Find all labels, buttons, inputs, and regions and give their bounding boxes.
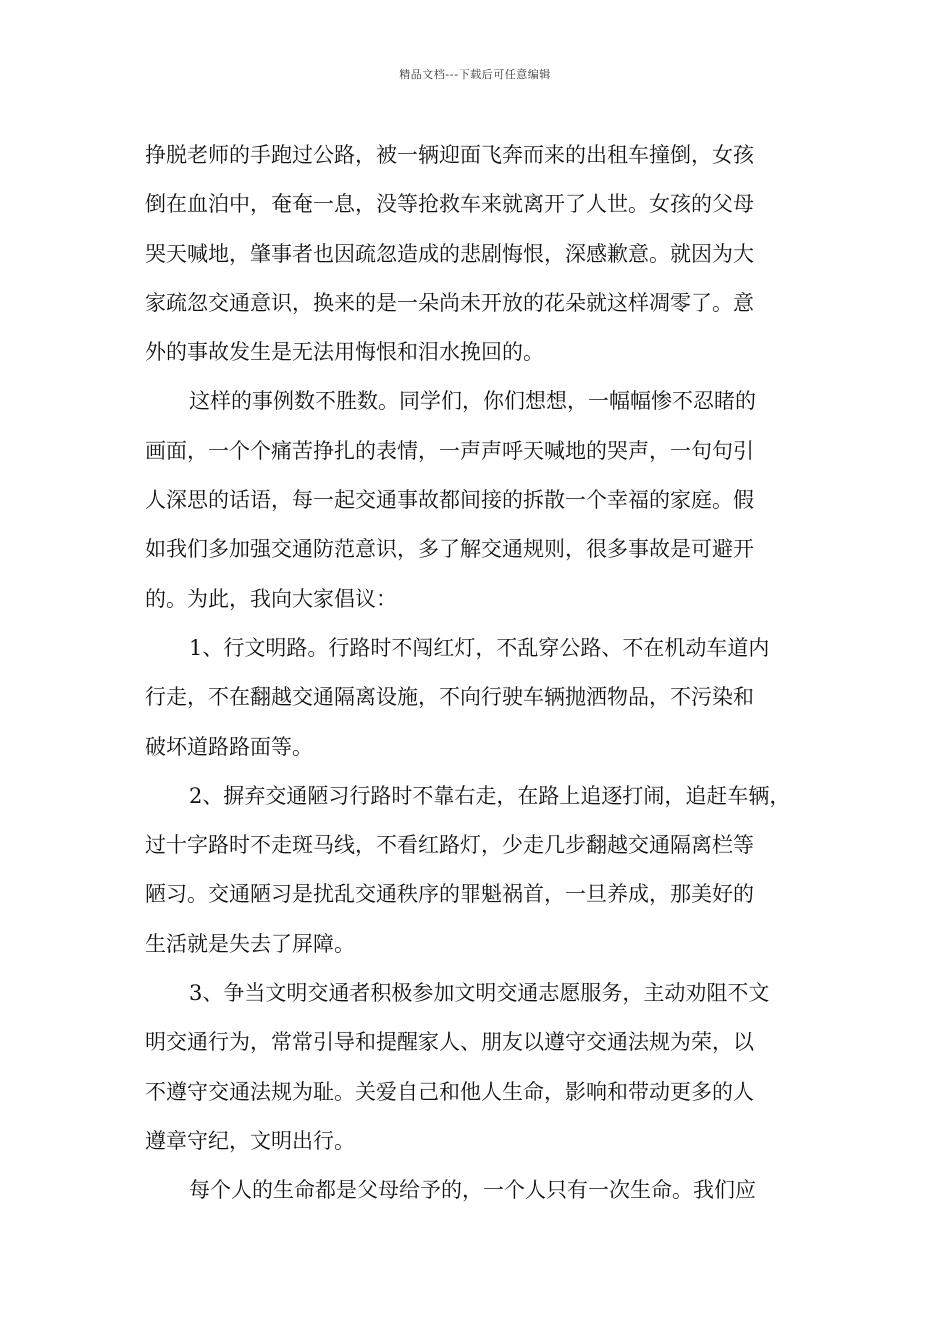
page-header: 精品文档---下载后可任意编辑	[399, 68, 551, 81]
text-line: 不遵守交通法规为耻。关爱自己和他人生命，影响和带动更多的人	[145, 1079, 754, 1104]
text-line: 每个人的生命都是父母给予的，一个人只有一次生命。我们应	[189, 1178, 756, 1203]
document-body	[145, 131, 815, 1216]
text-line: 1、行文明路。行路时不闯红灯，不乱穿公路、不在机动车道内	[189, 635, 770, 660]
text-line: 陋习。交通陋习是扰乱交通秩序的罪魁祸首，一旦养成，那美好的	[145, 882, 754, 907]
text-line: 画面，一个个痛苦挣扎的表情，一声声呼天喊地的哭声，一句句引	[145, 438, 754, 463]
text-line: 的。为此，我向大家倡议：	[145, 586, 397, 611]
text-line: 哭天喊地，肇事者也因疏忽造成的悲剧悔恨，深感歉意。就因为大	[145, 241, 754, 266]
text-line: 倒在血泊中，奄奄一息，没等抢救车来就离开了人世。女孩的父母	[145, 192, 754, 217]
text-line: 外的事故发生是无法用悔恨和泪水挽回的。	[145, 340, 544, 365]
text-line: 人深思的话语，每一起交通事故都间接的拆散一个幸福的家庭。假	[145, 488, 754, 513]
text-line: 过十字路时不走斑马线，不看红路灯，少走几步翻越交通隔离栏等	[145, 833, 754, 858]
text-line: 破坏道路路面等。	[145, 734, 313, 759]
text-line: 家疏忽交通意识，换来的是一朵尚未开放的花朵就这样凋零了。意	[145, 290, 754, 315]
text-line: 遵章守纪，文明出行。	[145, 1128, 355, 1153]
text-line: 行走，不在翻越交通隔离设施，不向行驶车辆抛洒物品，不污染和	[145, 685, 754, 710]
text-line: 2、摒弃交通陋习行路时不靠右走，在路上追逐打闹，追赶车辆，	[189, 783, 791, 808]
text-line: 明交通行为，常常引导和提醒家人、朋友以遵守交通法规为荣，以	[145, 1030, 754, 1055]
text-line: 挣脱老师的手跑过公路，被一辆迎面飞奔而来的出租车撞倒，女孩	[145, 143, 754, 167]
text-line: 如我们多加强交通防范意识，多了解交通规则，很多事故是可避开	[145, 537, 754, 562]
text-line: 这样的事例数不胜数。同学们，你们想想，一幅幅惨不忍睹的	[189, 389, 756, 414]
text-line: 3、争当文明交通者积极参加文明交通志愿服务，主动劝阻不文	[189, 981, 770, 1006]
text-line: 生活就是失去了屏障。	[145, 931, 355, 956]
